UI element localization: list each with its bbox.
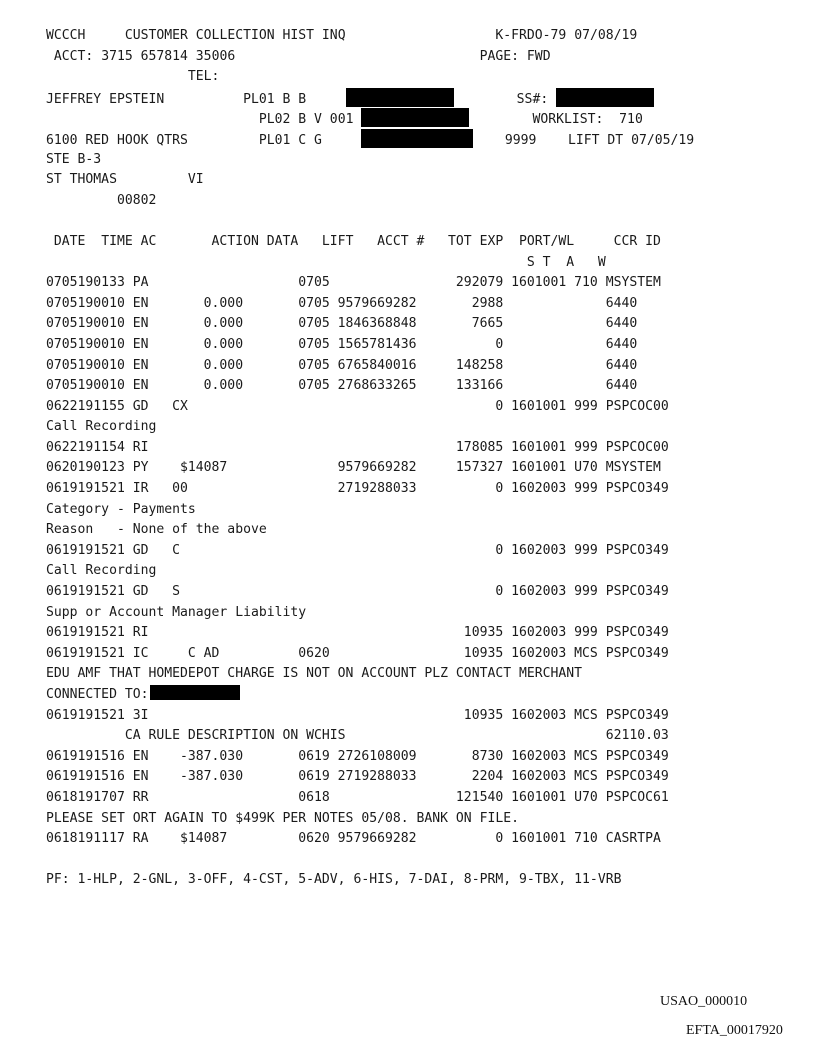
column-subheader: S T A W [46,254,606,270]
address-1: 6100 RED HOOK QTRS [46,132,188,148]
lift-dt-value: 07/05/19 [631,132,695,148]
redaction-box [346,88,454,107]
worklist-value: 710 [619,112,643,128]
screen-title: CUSTOMER COLLECTION HIST INQ [124,28,346,43]
phone-line-2-row [46,108,694,129]
address-line-2 [46,150,694,171]
history-row: 0618191707 RR 0618 121540 1601001 U70 PSPCOC61 [46,789,669,805]
history-row: 0705190010 EN 0.000 0705 1846368848 7665 6440 [46,316,638,332]
history-note: Supp or Account Manager Liability [46,604,307,620]
history-row: 0619191516 EN -387.030 0619 2726108009 8730 1602003 MCS PSPCO349 [46,748,669,764]
state: VI [187,172,204,188]
page-value: FWD [526,48,551,64]
history-row: 0705190010 EN 0.000 0705 9579669282 2988 6440 [46,295,638,311]
history-row: 0622191154 RI 178085 1601001 999 PSPCOC00 [46,439,669,455]
history-row: 0705190133 PA 0705 292079 1601001 710 MSYSTEM [46,275,661,291]
worklist-label: WORKLIST: [532,112,604,128]
code-9999: 9999 [504,132,537,148]
blank-line [46,211,694,232]
zip-line [46,191,694,212]
history-row: 0622191155 GD CX 0 1601001 999 PSPCOC00 [46,398,669,414]
address-2: STE B-3 [46,151,102,167]
history-row: 0705190010 EN 0.000 0705 1565781436 0 6440 [46,336,638,352]
history-row: 0619191521 3I 10935 1602003 MCS PSPCO349 [46,707,669,723]
history-note: Call Recording [46,563,157,579]
history-row: 0619191521 GD S 0 1602003 999 PSPCO349 [46,584,669,600]
page-label: PAGE: [479,48,520,64]
terminal-screen [46,26,694,891]
phone-line-1: PL01 B B [243,91,307,107]
bates-number-efta: EFTA_00017920 [686,1023,783,1038]
tel-label: TEL: [187,69,220,85]
city: ST THOMAS [46,172,117,188]
address-line-1 [46,129,694,150]
lift-dt-label: LIFT DT [568,132,624,148]
history-row: 0618191117 RA $14087 0620 9579669282 0 1601001 710 CASRTPA [46,831,661,847]
redaction-box [361,129,473,148]
history-row: 0705190010 EN 0.000 0705 2768633265 133166 6440 [46,378,638,394]
history-row: 0619191521 IC C AD 0620 10935 1602003 MCS PSPCO349 [46,645,669,661]
screen-code: WCCCH [46,28,86,43]
acct-number: 3715 657814 35006 [101,48,236,64]
history-row: 0620190123 PY $14087 9579669282 157327 1601001 U70 MSYSTEM [46,460,661,476]
tel-line [46,67,694,88]
history-note: Category - Payments [46,501,196,517]
history-note: PLEASE SET ORT AGAIN TO $499K PER NOTES 05/08. BANK ON FILE. [46,810,519,826]
header-line-2 [46,47,694,68]
blank-line [46,850,694,871]
redaction-box [556,88,654,107]
history-note: CA RULE DESCRIPTION ON WCHIS 62110.03 [46,728,669,744]
header-line-1 [46,26,694,47]
zip: 00802 [116,192,157,208]
history-row: 0619191516 EN -387.030 0619 2719288033 2204 1602003 MCS PSPCO349 [46,769,669,785]
history-note: EDU AMF THAT HOMEDEPOT CHARGE IS NOT ON ACCOUNT PLZ CONTACT MERCHANT [46,666,583,682]
history-note: Reason - None of the above [46,522,267,538]
phone-line-2: PL02 B V 001 [258,112,354,128]
city-line [46,170,694,191]
header-date: 07/08/19 [574,28,638,43]
name-line [46,88,694,109]
redaction-box [361,108,469,127]
history-row: 0619191521 IR 00 2719288033 0 1602003 999 PSPCO349 [46,481,669,497]
system-id: K-FRDO-79 [495,28,567,43]
history-row: 0619191521 GD C 0 1602003 999 PSPCO349 [46,542,669,558]
column-header: DATE TIME AC ACTION DATA LIFT ACCT # TOT EXP PORT/WL CCR ID [53,233,661,249]
acct-label: ACCT: [53,48,94,64]
ss-label: SS#: [516,91,549,107]
phone-line-3: PL01 C G [258,132,322,148]
history-note: Call Recording [46,419,157,435]
bates-number-usao: USAO_000010 [660,994,748,1009]
redaction-box [150,685,240,700]
history-row: 0705190010 EN 0.000 0705 6765840016 148258 6440 [46,357,638,373]
connected-to-line: CONNECTED TO: [46,685,694,706]
history-row: 0619191521 RI 10935 1602003 999 PSPCO349 [46,625,669,641]
customer-name: JEFFREY EPSTEIN [46,91,165,107]
pf-keys-line: PF: 1-HLP, 2-GNL, 3-OFF, 4-CST, 5-ADV, 6-HIS, 7-DAI, 8-PRM, 9-TBX, 11-VRB [46,872,622,888]
